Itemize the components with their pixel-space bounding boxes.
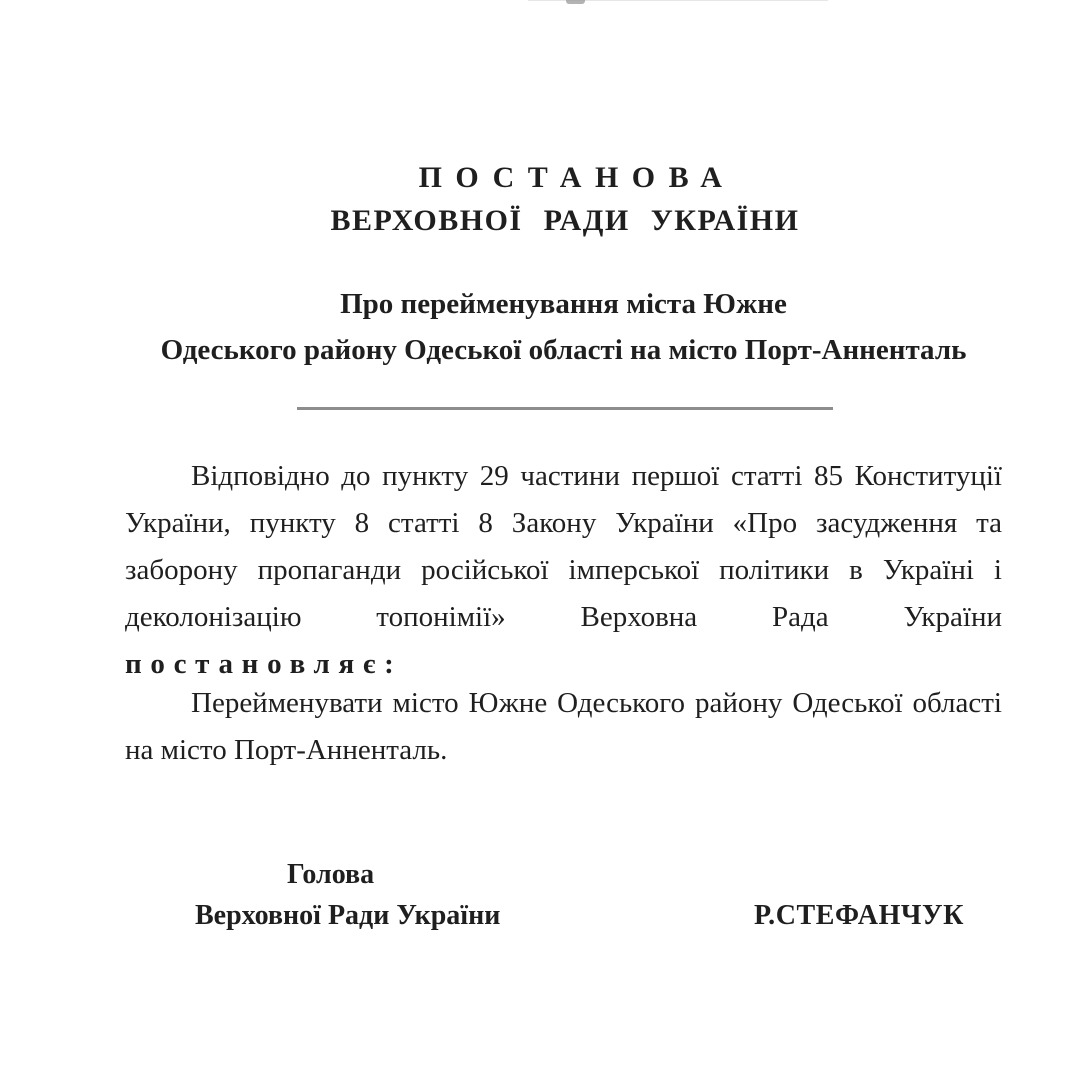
- document-type-title: ПОСТАНОВА: [418, 161, 736, 194]
- body-paragraph-preamble: [125, 453, 1002, 688]
- signer-position-line-1: Голова: [287, 859, 375, 890]
- separator-line: [297, 407, 833, 410]
- cutoff-text-fragment: [566, 0, 585, 4]
- body-paragraph-resolution: Перейменувати місто Южне Одеського району Одеської області на місто Порт-Анненталь.: [125, 687, 1002, 766]
- resolves-keyword: постановляє:: [125, 648, 403, 680]
- preamble-text: Відповідно до пункту 29 частини першої статті 85 Конституції України, пункту 8 статті 8 Закону України «Про засудження та заборону пропаганди російської імперської політики в Україні і деколонізацію топонімії» Верховна Рада України: [125, 460, 1002, 633]
- document-organization-title: ВЕРХОВНОЇ РАДИ УКРАЇНИ: [330, 204, 800, 237]
- document-subject: [125, 281, 1002, 373]
- signer-name: Р.СТЕФАНЧУК: [753, 900, 964, 931]
- signer-position-line-2: Верховної Ради України: [195, 900, 501, 931]
- subject-line-1: Про перейменування міста Южне: [340, 288, 787, 320]
- subject-line-2: Одеського району Одеської області на місто Порт-Анненталь: [160, 334, 967, 366]
